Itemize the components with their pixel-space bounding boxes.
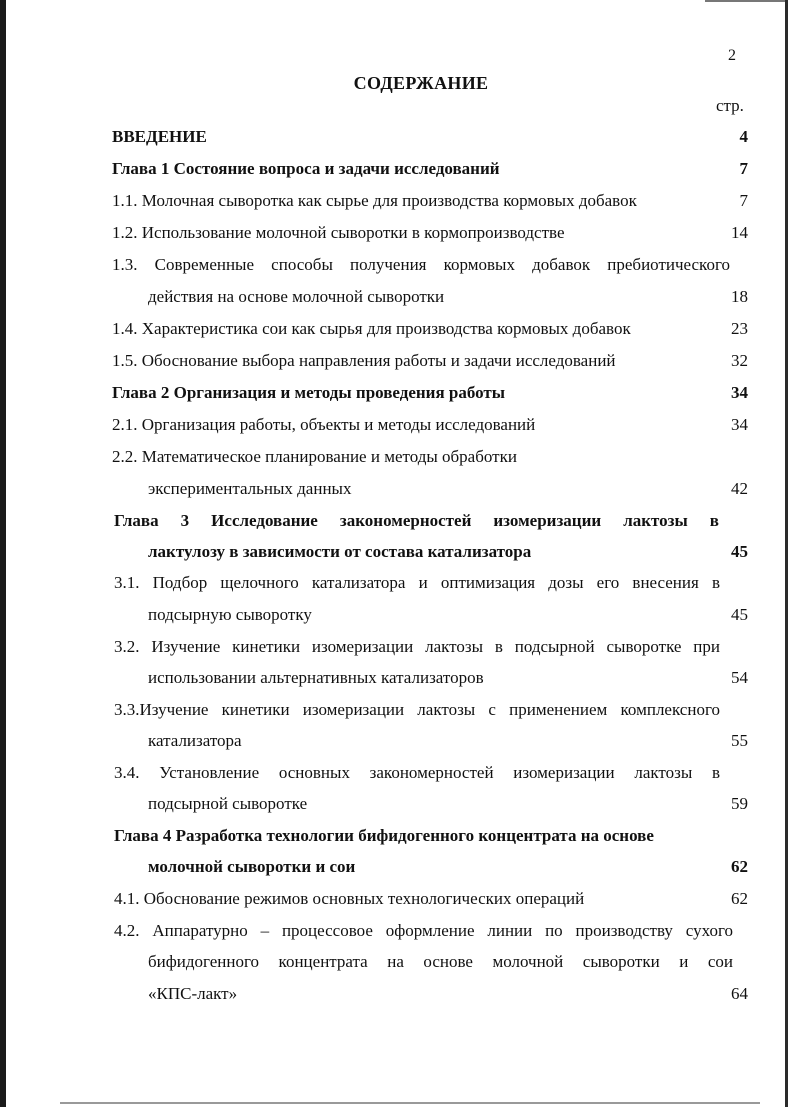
toc-entry-page: 14 <box>731 223 748 242</box>
toc-entry-chapter-4 <box>0 822 760 850</box>
toc-entry-chapter-4-cont <box>0 853 760 881</box>
toc-entry-text: «КПС-лакт» <box>148 984 238 1003</box>
toc-entry-chapter-1 <box>0 155 760 183</box>
toc-entry-1-5 <box>0 347 760 375</box>
toc-entry-text: Глава 4 Разработка технологии бифидогенного концентрата на основе <box>114 826 654 845</box>
scan-bottom-edge <box>60 1102 760 1104</box>
toc-entry-page: 62 <box>731 857 748 876</box>
toc-entry-page: 54 <box>731 668 748 687</box>
toc-entry-1-1 <box>0 187 760 215</box>
toc-entry-page: 7 <box>739 191 748 210</box>
toc-entry-4-2-cont <box>0 948 760 976</box>
pages-column-header: стр. <box>716 96 744 115</box>
toc-entry-text: лактулозу в зависимости от состава катализатора <box>148 542 532 561</box>
scan-top-mark <box>705 0 785 2</box>
toc-entry-text: 1.3. Современные способы получения кормовых добавок пребиотического <box>112 255 730 274</box>
toc-entry-page: 7 <box>739 159 748 178</box>
toc-entry-4-2-cont-2 <box>0 980 760 1008</box>
toc-entry-text: действия на основе молочной сыворотки <box>148 287 445 306</box>
toc-entry-page: 59 <box>731 794 748 813</box>
toc-entry-text: экспериментальных данных <box>148 479 352 498</box>
toc-entry-text: Глава 2 Организация и методы проведения работы <box>112 383 506 402</box>
page-title: СОДЕРЖАНИЕ <box>353 73 489 93</box>
toc-entry-page: 23 <box>731 319 748 338</box>
page-number: 2 <box>728 47 736 64</box>
toc-entry-chapter-3-cont <box>0 538 760 566</box>
toc-entry-text: 4.2. Аппаратурно – процессовое оформление линии по производству сухого <box>114 921 733 940</box>
toc-entry-page: 64 <box>731 984 748 1003</box>
toc-entry-1-3 <box>0 251 760 279</box>
toc-entry-page: 34 <box>731 415 748 434</box>
toc-entry-3-2 <box>0 633 760 661</box>
toc-entry-3-2-cont <box>0 664 760 692</box>
toc-entry-page: 55 <box>731 731 748 750</box>
toc-entry-chapter-3 <box>0 507 760 535</box>
toc-entry-page: 62 <box>731 889 748 908</box>
toc-entry-1-3-cont <box>0 283 760 311</box>
toc-entry-text: 4.1. Обоснование режимов основных технологических операций <box>114 889 585 908</box>
toc-entry-3-1-cont <box>0 601 760 629</box>
toc-entry-text: 1.5. Обоснование выбора направления работы и задачи исследований <box>112 351 616 370</box>
toc-entry-text: 3.4. Установление основных закономерностей изомеризации лактозы в <box>114 763 720 782</box>
toc-entry-page: 18 <box>731 287 748 306</box>
toc-entry-1-2 <box>0 219 760 247</box>
toc-entry-page: 45 <box>731 542 748 561</box>
toc-entry-chapter-2 <box>0 379 760 407</box>
toc-entry-page: 42 <box>731 479 748 498</box>
toc-entry-text: подсырную сыворотку <box>148 605 312 624</box>
toc-entry-text: использовании альтернативных катализаторов <box>148 668 484 687</box>
toc-entry-page: 4 <box>739 127 748 146</box>
toc-entry-page: 45 <box>731 605 748 624</box>
toc-entry-text: катализатора <box>148 731 242 750</box>
toc-entry-2-1 <box>0 411 760 439</box>
scan-right-edge <box>785 0 788 1107</box>
toc-entry-page: 34 <box>731 383 748 402</box>
toc-entry-3-1 <box>0 569 760 597</box>
toc-entry-2-2-cont <box>0 475 760 503</box>
toc-entry-4-2 <box>0 917 760 945</box>
toc-entry-text: 3.1. Подбор щелочного катализатора и оптимизация дозы его внесения в <box>114 573 720 592</box>
toc-entry-4-1 <box>0 885 760 913</box>
toc-entry-3-4-cont <box>0 790 760 818</box>
toc-entry-page: 32 <box>731 351 748 370</box>
toc-entry-text: 2.2. Математическое планирование и методы обработки <box>112 447 517 466</box>
toc-entry-3-3-cont <box>0 727 760 755</box>
toc-entry-text: 1.2. Использование молочной сыворотки в кормопроизводстве <box>112 223 565 242</box>
toc-entry-text: 1.4. Характеристика сои как сырья для производства кормовых добавок <box>112 319 631 338</box>
toc-entry-text: молочной сыворотки и сои <box>148 857 356 876</box>
toc-entry-text: Глава 3 Исследование закономерностей изомеризации лактозы в <box>114 511 719 530</box>
toc-entry-text: 3.3.Изучение кинетики изомеризации лактозы с применением комплексного <box>114 700 720 719</box>
toc-entry-text: 2.1. Организация работы, объекты и методы исследований <box>112 415 536 434</box>
toc-entry-text: подсырной сыворотке <box>148 794 308 813</box>
toc-entry-text: 3.2. Изучение кинетики изомеризации лактозы в подсырной сыворотке при <box>114 637 720 656</box>
toc-entry-text: 1.1. Молочная сыворотка как сырье для производства кормовых добавок <box>112 191 637 210</box>
toc-entry-1-4 <box>0 315 760 343</box>
toc-entry-3-3 <box>0 696 760 724</box>
toc-entry-text: бифидогенного концентрата на основе молочной сыворотки и сои <box>148 952 733 971</box>
toc-entry-2-2 <box>0 443 760 471</box>
toc-entry-3-4 <box>0 759 760 787</box>
toc-entry-introduction <box>0 123 760 151</box>
toc-entry-text: ВВЕДЕНИЕ <box>112 127 207 146</box>
toc-entry-text: Глава 1 Состояние вопроса и задачи исследований <box>112 159 500 178</box>
